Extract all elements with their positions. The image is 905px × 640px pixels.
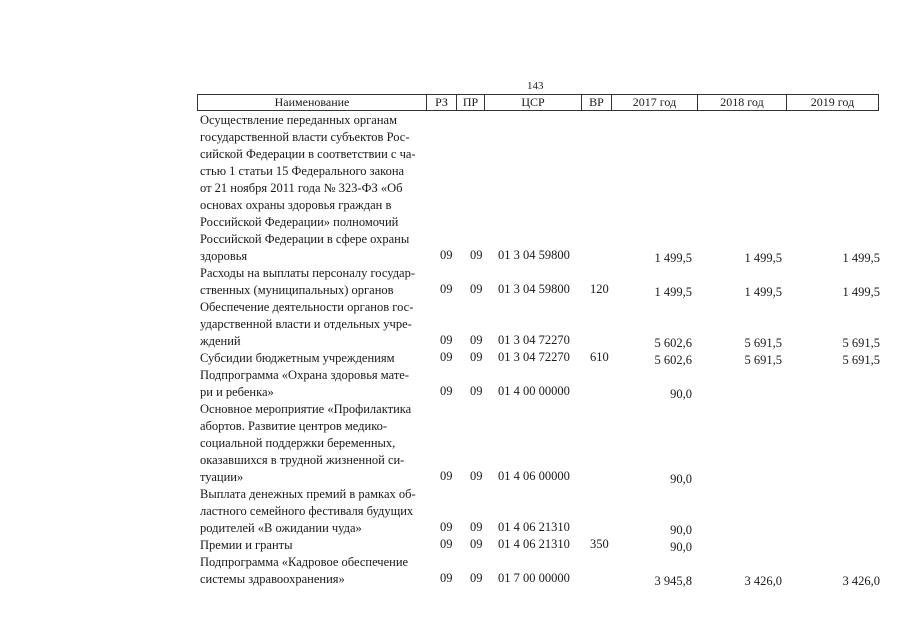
row-pr: 09 (470, 537, 483, 551)
row-name-line: ждений (200, 334, 241, 348)
row-amount-2017: 90,0 (670, 472, 692, 486)
row-name-line: Российской Федерации» полномочий (200, 215, 399, 229)
row-amount-2018: 1 499,5 (744, 285, 782, 299)
row-amount-2019: 1 499,5 (842, 285, 880, 299)
row-rz: 09 (440, 282, 453, 296)
row-pr: 09 (470, 520, 483, 534)
row-name-line: основах охраны здоровья граждан в (200, 198, 392, 212)
row-rz: 09 (440, 571, 453, 585)
row-name-line: ластного семейного фестиваля будущих (200, 504, 414, 518)
row-pr: 09 (470, 350, 483, 364)
row-csr: 01 4 06 21310 (498, 520, 570, 534)
table-row (200, 112, 880, 265)
row-name (200, 367, 425, 401)
row-amount-2018: 1 499,5 (744, 251, 782, 265)
row-name-line: ударственной власти и отдельных учре- (200, 317, 412, 331)
row-vr: 120 (590, 282, 609, 296)
row-pr: 09 (470, 571, 483, 585)
row-amount-2019: 1 499,5 (842, 251, 880, 265)
row-csr: 01 3 04 59800 (498, 248, 570, 262)
column-header-pr: ПР (457, 95, 485, 110)
table-row (200, 367, 880, 401)
row-name-line: Осуществление переданных органам (200, 113, 397, 127)
row-name-line: системы здравоохранения» (200, 572, 345, 586)
row-amount-2019: 3 426,0 (842, 574, 880, 588)
row-name-line: стью 1 статьи 15 Федерального закона (200, 164, 405, 178)
row-amount-2017: 1 499,5 (654, 251, 692, 265)
row-csr: 01 4 06 00000 (498, 469, 570, 483)
row-name (200, 350, 425, 367)
column-header-rz: РЗ (427, 95, 457, 110)
row-name (200, 112, 425, 265)
table-row (200, 350, 880, 367)
row-name-line: Основное мероприятие «Профилактика (200, 402, 412, 416)
row-csr: 01 4 00 00000 (498, 384, 570, 398)
row-name-line: туации» (200, 470, 244, 484)
row-rz: 09 (440, 537, 453, 551)
row-pr: 09 (470, 333, 483, 347)
table-header (197, 94, 879, 111)
column-header-vr: ВР (582, 95, 612, 110)
table-row (200, 265, 880, 299)
row-name-line: Выплата денежных премий в рамках об- (200, 487, 416, 501)
row-pr: 09 (470, 248, 483, 262)
row-name-line: ственных (муниципальных) органов (200, 283, 394, 297)
row-name (200, 554, 425, 588)
column-header-2018: 2018 год (698, 95, 787, 110)
row-rz: 09 (440, 384, 453, 398)
row-amount-2017: 90,0 (670, 540, 692, 554)
row-amount-2017: 5 602,6 (654, 353, 692, 367)
row-amount-2017: 5 602,6 (654, 336, 692, 350)
page-number: 143 (527, 80, 544, 92)
row-name-line: ри и ребенка» (200, 385, 274, 399)
row-amount-2017: 3 945,8 (654, 574, 692, 588)
row-amount-2017: 90,0 (670, 387, 692, 401)
row-csr: 01 7 00 00000 (498, 571, 570, 585)
row-name-line: Обеспечение деятельности органов гос- (200, 300, 414, 314)
row-name-line: здоровья (200, 249, 248, 263)
row-amount-2018: 3 426,0 (744, 574, 782, 588)
row-name (200, 537, 425, 554)
row-name (200, 299, 425, 350)
row-csr: 01 3 04 72270 (498, 350, 570, 364)
row-rz: 09 (440, 248, 453, 262)
row-name-line: государственной власти субъектов Рос- (200, 130, 410, 144)
table-row (200, 486, 880, 537)
row-name-line: Подпрограмма «Кадровое обеспечение (200, 555, 409, 569)
row-name-line: социальной поддержки беременных, (200, 436, 396, 450)
row-pr: 09 (470, 469, 483, 483)
row-amount-2019: 5 691,5 (842, 336, 880, 350)
row-name-line: от 21 ноября 2011 года № 323-ФЗ «Об (200, 181, 403, 195)
row-name-line: родителей «В ожидании чуда» (200, 521, 362, 535)
table-row (200, 554, 880, 588)
row-rz: 09 (440, 469, 453, 483)
row-csr: 01 4 06 21310 (498, 537, 570, 551)
row-name (200, 486, 425, 537)
row-name-line: сийской Федерации в соответствии с ча- (200, 147, 416, 161)
row-vr: 350 (590, 537, 609, 551)
row-amount-2019: 5 691,5 (842, 353, 880, 367)
row-rz: 09 (440, 350, 453, 364)
row-amount-2018: 5 691,5 (744, 353, 782, 367)
row-pr: 09 (470, 282, 483, 296)
row-name-line: Субсидии бюджетным учреждениям (200, 351, 395, 365)
row-name-line: Российской Федерации в сфере охраны (200, 232, 410, 246)
column-header-2017: 2017 год (612, 95, 698, 110)
row-vr: 610 (590, 350, 609, 364)
table-row (200, 537, 880, 554)
column-header-2019: 2019 год (810, 95, 855, 109)
row-pr: 09 (470, 384, 483, 398)
row-amount-2018: 5 691,5 (744, 336, 782, 350)
row-csr: 01 3 04 72270 (498, 333, 570, 347)
table-row (200, 401, 880, 486)
row-name-line: Расходы на выплаты персоналу государ- (200, 266, 416, 280)
column-header-csr: ЦСР (485, 95, 582, 110)
row-name (200, 401, 425, 486)
row-rz: 09 (440, 520, 453, 534)
row-name-line: оказавшихся в трудной жизненной си- (200, 453, 405, 467)
table-row (200, 299, 880, 350)
row-name-line: Премии и гранты (200, 538, 293, 552)
row-amount-2017: 90,0 (670, 523, 692, 537)
row-name-line: Подпрограмма «Охрана здоровья мате- (200, 368, 410, 382)
row-rz: 09 (440, 333, 453, 347)
row-amount-2017: 1 499,5 (654, 285, 692, 299)
row-csr: 01 3 04 59800 (498, 282, 570, 296)
column-header-name: Наименование (198, 95, 427, 110)
row-name-line: абортов. Развитие центров медико- (200, 419, 388, 433)
row-name (200, 265, 425, 299)
